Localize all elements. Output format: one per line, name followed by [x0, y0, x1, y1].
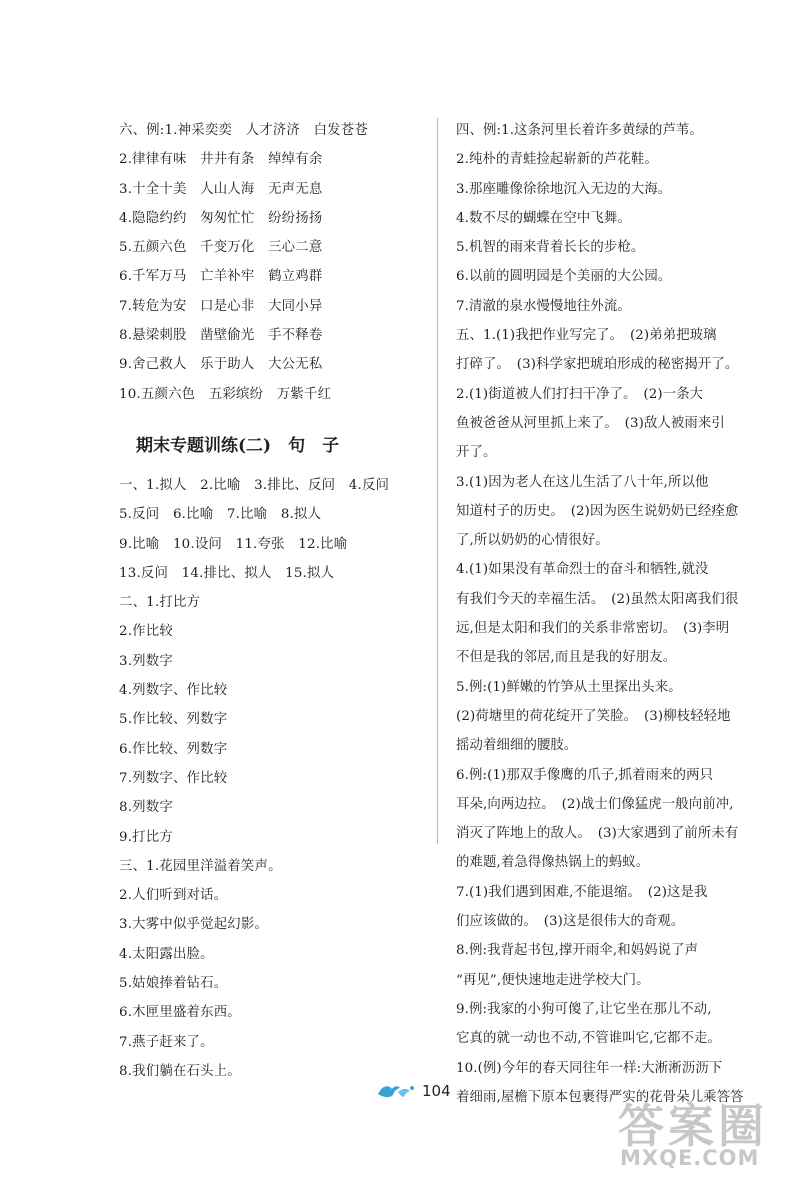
- answer-line: 2.人们听到对话。: [119, 888, 228, 904]
- answer-line: 了,所以奶奶的心情很好。: [456, 533, 609, 549]
- answer-line: 开了。: [456, 445, 497, 461]
- answer-line: 打碎了。 (3)科学家把琥珀形成的秘密揭开了。: [456, 357, 739, 373]
- answer-line: 7.清澈的泉水慢慢地往外流。: [456, 298, 631, 314]
- answer-line: 远,但是太阳和我们的关系非常密切。 (3)李明: [456, 621, 730, 637]
- part1-answers: [119, 471, 449, 588]
- answer-line: 2.律律有味 井井有条 绰绰有余: [119, 152, 323, 168]
- answer-line: 的难题,着急得像热锅上的蚂蚁。: [456, 855, 650, 871]
- answer-line: 5.例:(1)鲜嫩的竹笋从土里探出头来。: [456, 679, 682, 695]
- answer-line: 7.转危为安 口是心非 大同小异: [119, 298, 323, 314]
- answer-line: 六、例:1.神采奕奕 人才济济 白发苍苍: [119, 123, 368, 138]
- answer-line: 6.木匣里盛着东西。: [119, 1005, 241, 1021]
- answer-line: 7.燕子赶来了。: [119, 1034, 214, 1050]
- answer-line: 它真的就一动也不动,不管谁叫它,它都不走。: [456, 1031, 722, 1047]
- answer-line: “再见”,便快速地走进学校大门。: [456, 972, 650, 988]
- answer-line: 10.(例)今年的春天同往年一样:大淅淅沥沥下: [456, 1060, 723, 1076]
- answer-line: 2.纯朴的青蛙捡起崭新的芦花鞋。: [456, 152, 658, 168]
- answer-line: 3.十全十美 人山人海 无声无息: [119, 181, 323, 197]
- answer-line: 5.姑娘捧着钻石。: [119, 976, 228, 992]
- section-gap: [119, 409, 449, 427]
- answer-line: 消灭了阵地上的敌人。 (3)大家遇到了前所未有: [456, 826, 739, 842]
- bird-logo-icon: [376, 1080, 416, 1102]
- answer-line: 5.作比较、列数字: [119, 712, 228, 728]
- answer-line: 4.太阳露出脸。: [119, 946, 214, 962]
- page-number: 104: [422, 1082, 451, 1100]
- answer-line: 3.(1)因为老人在这儿生活了八十年,所以他: [456, 474, 709, 490]
- part6-answers: [119, 116, 449, 409]
- answer-line: 五、1.(1)我把作业写完了。 (2)弟弟把玻璃: [456, 328, 717, 344]
- answer-line: 8.列数字: [119, 800, 173, 816]
- answer-line: 3.列数字: [119, 653, 173, 669]
- answer-line: 9.例:我家的小狗可傻了,让它坐在那儿不动,: [456, 1001, 712, 1017]
- part3-answers: [119, 852, 449, 1086]
- watermark: [600, 1090, 790, 1175]
- answer-line: 们应该做的。 (3)这是很伟大的奇观。: [456, 914, 685, 930]
- watermark-url-text: MXQE.COM: [620, 1146, 760, 1170]
- answer-line: 6.例:(1)那双手像鹰的爪子,抓着雨来的两只: [456, 767, 714, 783]
- answer-line: 8.我们躺在石头上。: [119, 1063, 241, 1079]
- answer-line: 8.悬梁刺股 凿壁偷光 手不释卷: [119, 328, 323, 344]
- answer-line: 6.千军万马 亡羊补牢 鹤立鸡群: [119, 269, 323, 285]
- answer-line: 9.比喻 10.设问 11.夸张 12.比喻: [119, 536, 348, 552]
- answer-line: 8.例:我背起书包,撑开雨伞,和妈妈说了声: [456, 943, 699, 959]
- answer-line: 6.以前的圆明园是个美丽的大公园。: [456, 269, 672, 285]
- answer-line: 7.(1)我们遇到困难,不能退缩。 (2)这是我: [456, 884, 708, 900]
- answer-line: 二、1.打比方: [119, 595, 201, 611]
- part2-answers: [119, 588, 449, 852]
- answer-line: 四、例:1.这条河里长着许多黄绿的芦苇。: [456, 123, 703, 138]
- section-title: 期末专题训练(二) 句 子: [136, 435, 340, 456]
- answer-line: 不但是我的邻居,而且是我的好朋友。: [456, 650, 677, 666]
- answer-line: 13.反问 14.排比、拟人 15.拟人: [119, 565, 335, 581]
- answer-line: (2)荷塘里的荷花绽开了笑脸。 (3)柳枝轻轻地: [456, 708, 731, 724]
- answer-line: 2.(1)街道被人们打扫干净了。 (2)一条大: [456, 386, 704, 402]
- watermark-logo-text: 答案圈: [618, 1099, 768, 1153]
- left-column: [119, 116, 449, 1086]
- answer-line: 摇动着细细的腰肢。: [456, 738, 578, 754]
- right-column: [456, 116, 778, 1112]
- answer-line: 三、1.花园里洋溢着笑声。: [119, 858, 282, 874]
- answer-line: 4.列数字、作比较: [119, 683, 228, 699]
- column-divider: [437, 118, 438, 844]
- answer-line: 7.列数字、作比较: [119, 770, 228, 786]
- answer-line: 一、1.拟人 2.比喻 3.排比、反问 4.反问: [119, 477, 390, 493]
- answer-line: 知道村子的历史。 (2)因为医生说奶奶已经痊愈: [456, 503, 739, 519]
- answer-line: 耳朵,向两边拉。 (2)战士们像猛虎一般向前冲,: [456, 796, 734, 812]
- answer-line: 9.打比方: [119, 829, 173, 845]
- answer-line: 9.舍己救人 乐于助人 大公无私: [119, 357, 323, 373]
- answer-line: 2.作比较: [119, 624, 173, 640]
- answer-line: 10.五颜六色 五彩缤纷 万紫千红: [119, 386, 332, 402]
- answer-line: 4.数不尽的蝴蝶在空中飞舞。: [456, 210, 631, 226]
- answer-line: 5.机智的雨来背着长长的步枪。: [456, 240, 645, 256]
- answer-line: 5.五颜六色 千变万化 三心二意: [119, 240, 323, 256]
- answer-line: 4.(1)如果没有革命烈士的奋斗和牺牲,就没: [456, 562, 709, 578]
- page-footer: [376, 1080, 451, 1102]
- answer-line: 4.隐隐约约 匆匆忙忙 纷纷扬扬: [119, 210, 323, 226]
- answer-line: 3.大雾中似乎觉起幻影。: [119, 917, 269, 933]
- answer-line: 5.反问 6.比喻 7.比喻 8.拟人: [119, 507, 322, 523]
- answer-line: 3.那座雕像徐徐地沉入无边的大海。: [456, 181, 672, 197]
- answer-line: 6.作比较、列数字: [119, 741, 228, 757]
- answer-line: 着细雨,屋檐下原本包裹得严实的花骨朵儿乘答答: [456, 1089, 744, 1105]
- answer-line: 有我们今天的幸福生活。 (2)虽然太阳离我们很: [456, 591, 739, 607]
- answer-line: 鱼被爸爸从河里抓上来了。 (3)敌人被雨来引: [456, 415, 725, 431]
